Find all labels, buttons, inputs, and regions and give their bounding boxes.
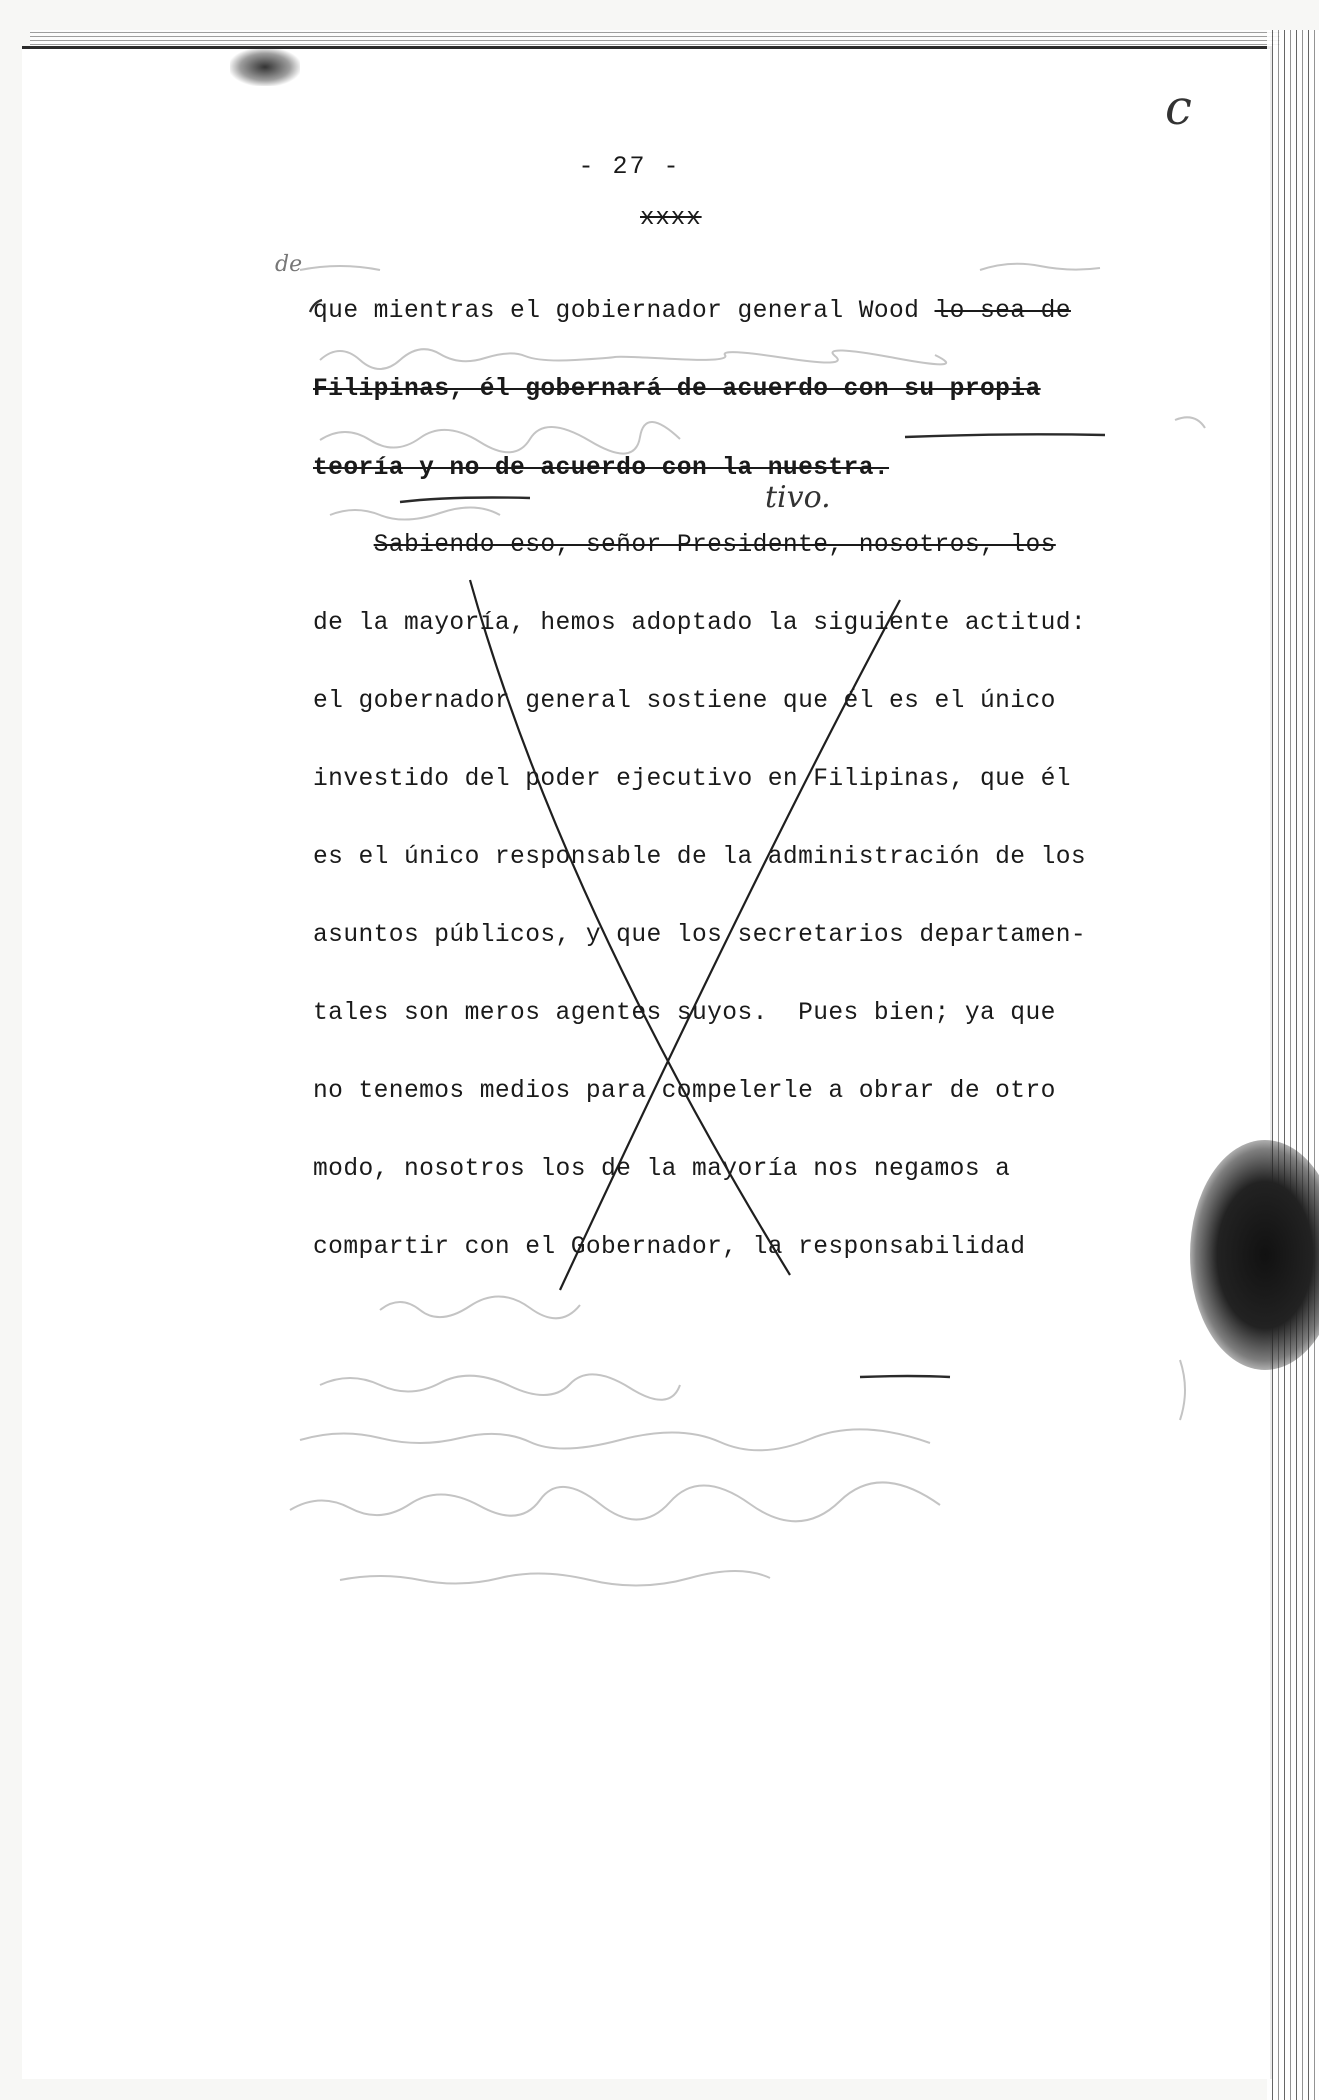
ink-underline-stroke (905, 434, 1105, 437)
page-number: - 27 - (578, 152, 681, 181)
ink-underline-stroke (860, 1376, 950, 1377)
typed-line-12: modo, nosotros los de la mayoría nos negamos a (313, 1156, 1011, 1183)
typed-line-4: Sabiendo eso, señor Presidente, nosotros, los (373, 532, 1056, 559)
ink-underline-stroke (310, 300, 322, 312)
typed-line-1: que mientras el gobiernador general Wood lo sea de (313, 298, 1071, 325)
faint-pencil-scribble (1180, 1360, 1185, 1420)
typed-line-6: el gobernador general sostiene que él es el único (313, 688, 1056, 715)
faint-pencil-scribbles (290, 264, 1205, 1586)
ink-handwritten-lines (310, 300, 1105, 1377)
faint-pencil-scribble (1175, 417, 1205, 428)
faint-pencil-scribble (320, 349, 946, 369)
typed-line-3: teoría y no de acuerdo con la nuestra. (313, 455, 890, 482)
faint-pencil-scribble (340, 1571, 770, 1586)
faint-pencil-scribble (290, 1482, 940, 1521)
handwritten-c-mark: c (1165, 80, 1192, 136)
cross-out-stroke-left-to-right (470, 580, 790, 1275)
faint-pencil-scribble (300, 1429, 930, 1450)
handwritten-tivo: tivo. (765, 480, 831, 515)
typed-line-10: tales son meros agentes suyos. Pues bien; ya que (313, 1000, 1056, 1027)
cross-out-x (470, 580, 900, 1290)
cross-out-stroke-right-to-left (560, 600, 900, 1290)
typed-line-7: investido del poder ejecutivo en Filipinas, que él (313, 766, 1071, 793)
faint-pencil-scribble (320, 422, 680, 454)
faint-pencil-scribble (330, 507, 500, 519)
typed-line-5: de la mayoría, hemos adoptado la siguiente actitud: (313, 610, 1087, 637)
faint-pencil-scribble (320, 1374, 680, 1399)
typed-line-8: es el único responsable de la administración de los (313, 844, 1087, 871)
struck-header-mark: xxxx (640, 205, 702, 232)
ink-underline-stroke (400, 498, 530, 503)
handwritten-margin-de: de (275, 252, 303, 277)
faint-pencil-scribble (980, 264, 1100, 270)
faint-pencil-scribble (300, 266, 380, 270)
typed-line-11: no tenemos medios para compelerle a obrar de otro (313, 1078, 1056, 1105)
typed-line-13: compartir con el Gobernador, la responsabilidad (313, 1234, 1026, 1261)
typed-line-2: Filipinas, él gobernará de acuerdo con su propia (313, 376, 1041, 403)
typed-line-9: asuntos públicos, y que los secretarios departamen- (313, 922, 1087, 949)
faint-pencil-scribble (380, 1296, 580, 1318)
